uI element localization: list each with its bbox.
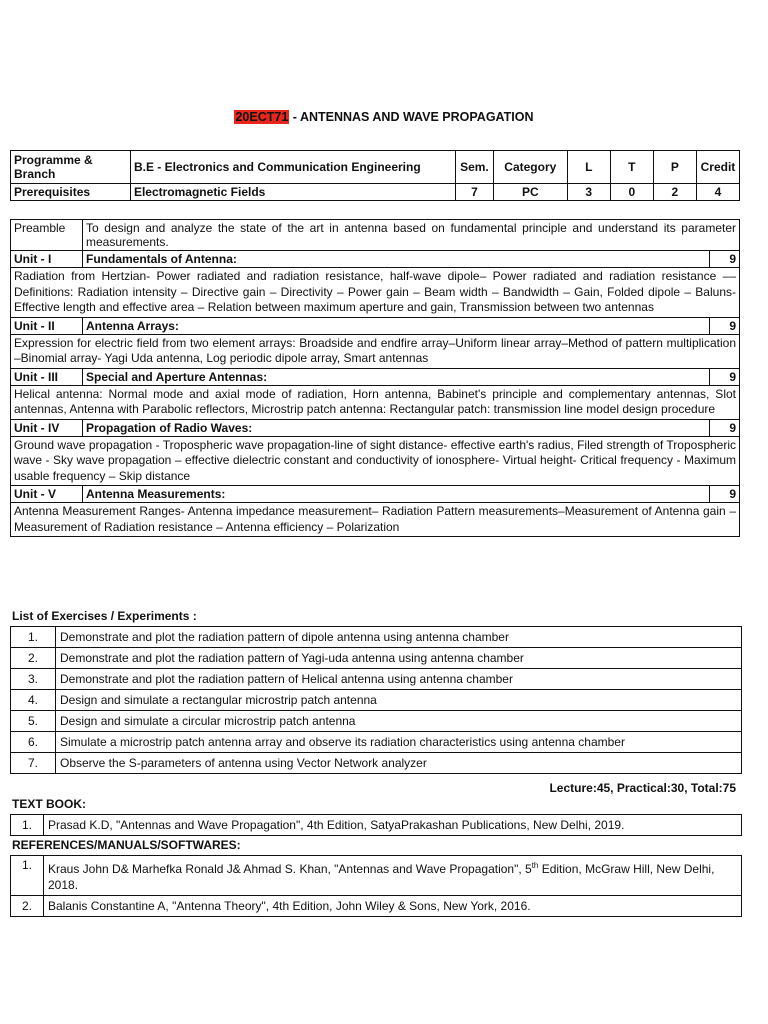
textbook-row bbox=[11, 815, 742, 836]
unit-title: Antenna Arrays: bbox=[83, 317, 710, 334]
exercise-number: 7. bbox=[11, 753, 56, 774]
exercise-text: Design and simulate a rectangular microstrip patch antenna bbox=[56, 690, 742, 711]
exercise-text: Demonstrate and plot the radiation pattern of Helical antenna using antenna chamber bbox=[56, 669, 742, 690]
exercise-row bbox=[11, 753, 742, 774]
reference-text bbox=[44, 896, 742, 917]
textbook-text: Prasad K.D, "Antennas and Wave Propagation", 4th Edition, SatyaPrakashan Publications, New Delhi, 2019. bbox=[44, 815, 742, 836]
reference-text-a: Balanis Constantine A, "Antenna Theory", 4th Edition, John Wiley & Sons, New York, 2016. bbox=[48, 899, 531, 913]
unit-content: Ground wave propagation - Tropospheric wave propagation-line of sight distance- effective earth's radius, Filed strength of Tropospheric wave - Sky wave propagation – effective dielectric constant and conductivity of ionosphere- Virtual height- Critical frequency - Maximum usable frequency – Skip distance bbox=[11, 436, 740, 486]
sem-label: Sem. bbox=[455, 151, 493, 184]
unit-title: Special and Aperture Antennas: bbox=[83, 368, 710, 385]
exercise-row bbox=[11, 711, 742, 732]
exercise-text: Demonstrate and plot the radiation pattern of dipole antenna using antenna chamber bbox=[56, 627, 742, 648]
reference-number: 2. bbox=[11, 896, 44, 917]
reference-text bbox=[44, 856, 742, 896]
preamble-label: Preamble bbox=[11, 220, 83, 251]
category-value: PC bbox=[493, 184, 567, 201]
course-title bbox=[0, 110, 768, 124]
prereq-value: Electromagnetic Fields bbox=[130, 184, 455, 201]
textbook-heading: TEXT BOOK: bbox=[12, 797, 86, 811]
unit-hours: 9 bbox=[710, 317, 740, 334]
hours-summary: Lecture:45, Practical:30, Total:75 bbox=[549, 781, 736, 795]
credit-label: Credit bbox=[696, 151, 739, 184]
reference-text-a: Kraus John D& Marhefka Ronald J& Ahmad S. Khan, "Antennas and Wave Propagation", 5 bbox=[48, 862, 532, 876]
exercise-row bbox=[11, 669, 742, 690]
exercise-number: 6. bbox=[11, 732, 56, 753]
programme-label: Programme & Branch bbox=[11, 151, 131, 184]
credit-value: 4 bbox=[696, 184, 739, 201]
unit-content: Helical antenna: Normal mode and axial mode of radiation, Horn antenna, Babinet's principle and complementary antennas, Slot antennas, Antenna with Parabolic reflectors, Microstrip patch antenna: Rectangular patch: transmission line model design procedure bbox=[11, 385, 740, 419]
exercise-row bbox=[11, 648, 742, 669]
exercise-row bbox=[11, 732, 742, 753]
exercise-number: 3. bbox=[11, 669, 56, 690]
textbook-number: 1. bbox=[11, 815, 44, 836]
exercises-heading: List of Exercises / Experiments : bbox=[12, 609, 197, 623]
exercise-text: Design and simulate a circular microstrip patch antenna bbox=[56, 711, 742, 732]
unit-content: Expression for electric field from two element arrays: Broadside and endfire array–Uniform linear array–Method of pattern multiplication –Binomial array- Yagi Uda antenna, Log periodic dipole array, Smart antennas bbox=[11, 334, 740, 368]
course-header-table bbox=[10, 150, 740, 201]
unit-content: Antenna Measurement Ranges- Antenna impedance measurement– Radiation Pattern measurements–Measurement of Antenna gain – Measurement of Radiation resistance – Antenna efficiency – Polarization bbox=[11, 503, 740, 537]
exercise-row bbox=[11, 690, 742, 711]
course-code: 20ECT71 bbox=[235, 110, 289, 124]
unit-label: Unit - V bbox=[11, 486, 83, 503]
exercise-number: 2. bbox=[11, 648, 56, 669]
exercise-text: Simulate a microstrip patch antenna array and observe its radiation characteristics using antenna chamber bbox=[56, 732, 742, 753]
programme-value: B.E - Electronics and Communication Engineering bbox=[130, 151, 455, 184]
unit-title: Propagation of Radio Waves: bbox=[83, 419, 710, 436]
sem-value: 7 bbox=[455, 184, 493, 201]
reference-text-b: Edition, McGraw Hill, New Delhi, 2018. bbox=[48, 862, 715, 892]
l-label: L bbox=[567, 151, 610, 184]
exercise-number: 1. bbox=[11, 627, 56, 648]
unit-hours: 9 bbox=[710, 368, 740, 385]
category-label: Category bbox=[493, 151, 567, 184]
t-label: T bbox=[610, 151, 653, 184]
p-value: 2 bbox=[653, 184, 696, 201]
course-name: - ANTENNAS AND WAVE PROPAGATION bbox=[289, 110, 534, 124]
exercise-text: Demonstrate and plot the radiation pattern of Yagi-uda antenna using antenna chamber bbox=[56, 648, 742, 669]
unit-hours: 9 bbox=[710, 419, 740, 436]
unit-title: Antenna Measurements: bbox=[83, 486, 710, 503]
references-table bbox=[10, 855, 742, 917]
unit-title: Fundamentals of Antenna: bbox=[83, 251, 710, 268]
exercise-number: 4. bbox=[11, 690, 56, 711]
preamble-text: To design and analyze the state of the art in antenna based on fundamental principle and understand its parameter measurements. bbox=[83, 220, 740, 251]
unit-hours: 9 bbox=[710, 251, 740, 268]
unit-label: Unit - III bbox=[11, 368, 83, 385]
l-value: 3 bbox=[567, 184, 610, 201]
exercise-text: Observe the S-parameters of antenna using Vector Network analyzer bbox=[56, 753, 742, 774]
reference-sup: th bbox=[531, 861, 539, 870]
unit-label: Unit - IV bbox=[11, 419, 83, 436]
unit-label: Unit - I bbox=[11, 251, 83, 268]
textbook-table bbox=[10, 814, 742, 836]
p-label: P bbox=[653, 151, 696, 184]
unit-content: Radiation from Hertzian- Power radiated and radiation resistance, half-wave dipole– Power radiated and radiation resistance –– Definitions: Radiation intensity – Directive gain – Directivity – Power gain – Beam width – Bandwidth – Gain, Folded dipole – Baluns- Effective length and effective area – Relation between maximum aperture and gain, Transmission between two antennas bbox=[11, 268, 740, 318]
exercise-number: 5. bbox=[11, 711, 56, 732]
unit-label: Unit - II bbox=[11, 317, 83, 334]
exercises-table bbox=[10, 626, 742, 774]
reference-row bbox=[11, 856, 742, 896]
syllabus-table bbox=[10, 219, 740, 537]
unit-hours: 9 bbox=[710, 486, 740, 503]
t-value: 0 bbox=[610, 184, 653, 201]
prereq-label: Prerequisites bbox=[11, 184, 131, 201]
exercise-row bbox=[11, 627, 742, 648]
references-heading: REFERENCES/MANUALS/SOFTWARES: bbox=[12, 838, 241, 852]
reference-number: 1. bbox=[11, 856, 44, 896]
reference-row bbox=[11, 896, 742, 917]
